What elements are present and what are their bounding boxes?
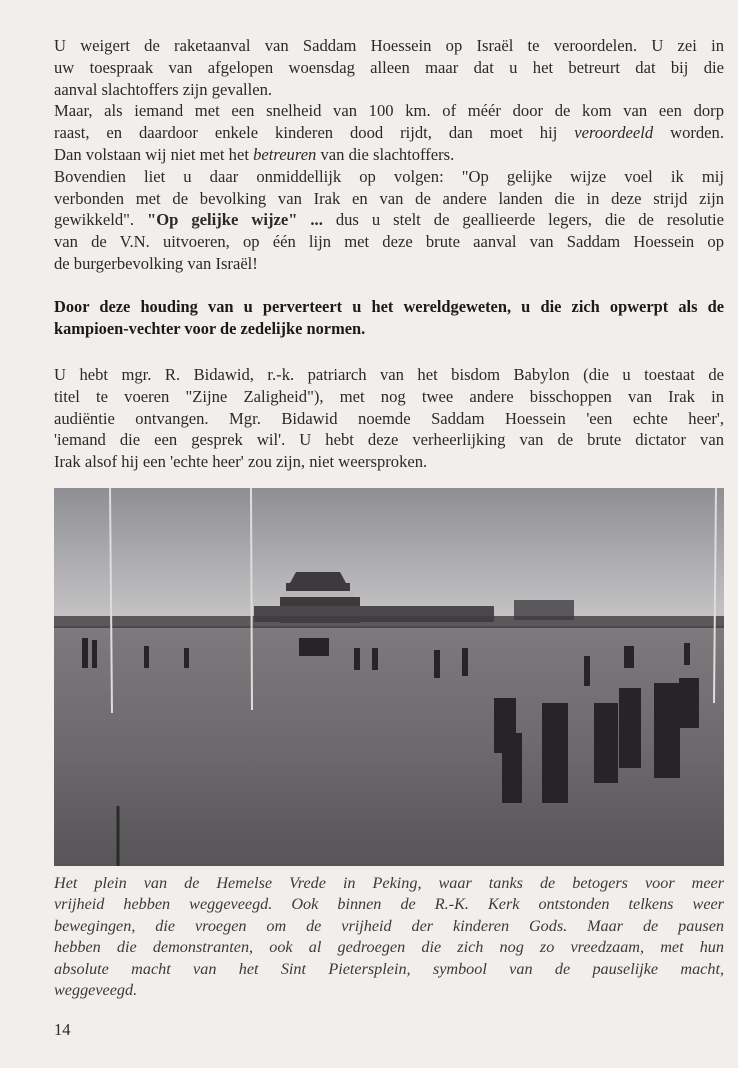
text-segment: Maar, als iemand met een snelheid van 100 km. of méér door de kom van een dorp xyxy=(54,101,724,121)
text-segment: van de V.N. uitvoeren, op één lijn met deze brute aanval van Saddam Hoessein op xyxy=(54,232,724,252)
text-line xyxy=(54,166,724,188)
text-segment: raast, en daardoor enkele kinderen dood rijdt, dan moet hij xyxy=(54,123,575,143)
text-line xyxy=(54,980,724,1001)
text-segment: bewegingen, die vroegen om de vrijheid der kinderen Gods. Maar de pausen xyxy=(54,916,724,935)
text-segment: titel te voeren "Zijne Zaligheid"), met nog twee andere bisschoppen van Irak in xyxy=(54,386,724,406)
text-line xyxy=(54,937,724,958)
text-line xyxy=(54,35,724,57)
text-line xyxy=(54,894,724,915)
text-segment: de burgerbevolking van Israël! xyxy=(54,253,258,273)
text-segment: van die slachtoffers. xyxy=(316,144,455,164)
text-line xyxy=(54,100,724,122)
text-segment: verbonden met de bevolking van Irak en van de andere landen die in deze strijd zijn xyxy=(54,188,724,208)
text-segment: Het plein van de Hemelse Vrede in Peking, waar tanks de betogers voor meer xyxy=(54,874,724,892)
italic-text: betreuren xyxy=(253,144,317,164)
page-number: 14 xyxy=(54,1020,71,1039)
text-line xyxy=(54,188,724,210)
text-line xyxy=(54,429,724,451)
text-line xyxy=(54,451,724,473)
text-line xyxy=(54,364,724,386)
text-segment: Irak alsof hij een 'echte heer' zou zijn, niet weersproken. xyxy=(54,452,428,472)
text-segment: aanval slachtoffers zijn gevallen. xyxy=(54,79,273,99)
text-line xyxy=(54,57,724,79)
photo-caption xyxy=(54,873,724,1001)
text-segment: vrijheid hebben weggeveegd. Ook binnen de R.-K. Kerk ontstonden telkens weer xyxy=(54,895,724,914)
text-line xyxy=(54,873,724,894)
photo-tiananmen-square xyxy=(54,488,724,866)
text-segment: gewikkeld". xyxy=(54,210,148,230)
text-line xyxy=(54,209,724,231)
text-line xyxy=(54,122,724,144)
text-line xyxy=(54,916,724,937)
text-segment: dus u stelt de geallieerde legers, die de resolutie xyxy=(322,210,724,230)
text-line xyxy=(54,253,724,275)
text-segment: U weigert de raketaanval van Saddam Hoessein op Israël te veroordelen. U zei in xyxy=(54,36,724,55)
text-line xyxy=(54,144,724,166)
text-line xyxy=(54,386,724,408)
text-line xyxy=(54,408,724,430)
text-line xyxy=(54,959,724,980)
text-segment: hebben die demonstranten, ook al gedroegen die zich nog zo vreedzaam, met hun xyxy=(54,938,724,957)
text-line xyxy=(54,296,724,318)
text-segment: kampioen-vechter voor de zedelijke normen. xyxy=(54,318,366,338)
text-segment: audiëntie ontvangen. Mgr. Bidawid noemde Saddam Hoessein 'een echte heer', xyxy=(54,408,724,428)
text-segment: 'iemand die een gesprek wil'. U hebt deze verheerlijking van de brute dictator van xyxy=(54,430,724,450)
text-segment: Bovendien liet u daar onmiddellijk op volgen: "Op gelijke wijze voel ik mij xyxy=(54,166,724,186)
paragraph-rocket-attack xyxy=(54,35,724,275)
bold-text: "Op gelijke wijze" ... xyxy=(147,210,323,230)
text-segment: weggeveegd. xyxy=(54,980,138,999)
italic-text: veroordeeld xyxy=(574,123,654,143)
paragraph-bidawid xyxy=(54,364,724,473)
text-segment: U hebt mgr. R. Bidawid, r.-k. patriarch van het bisdom Babylon (die u toestaat de xyxy=(54,365,724,384)
text-segment: uw toespraak van afgelopen woensdag alleen maar dat u het betreurt dat bij die xyxy=(54,57,724,77)
text-line xyxy=(54,79,724,101)
text-segment: absolute macht van het Sint Pietersplein, symbool van de pauselijke macht, xyxy=(54,959,724,978)
paragraph-bold-statement xyxy=(54,296,724,340)
text-segment: worden. xyxy=(653,123,724,143)
text-line xyxy=(54,318,724,340)
text-segment: Dan volstaan wij niet met het xyxy=(54,144,254,164)
text-segment: Door deze houding van u perverteert u het wereldgeweten, u die zich opwerpt als de xyxy=(54,297,724,316)
text-line xyxy=(54,231,724,253)
